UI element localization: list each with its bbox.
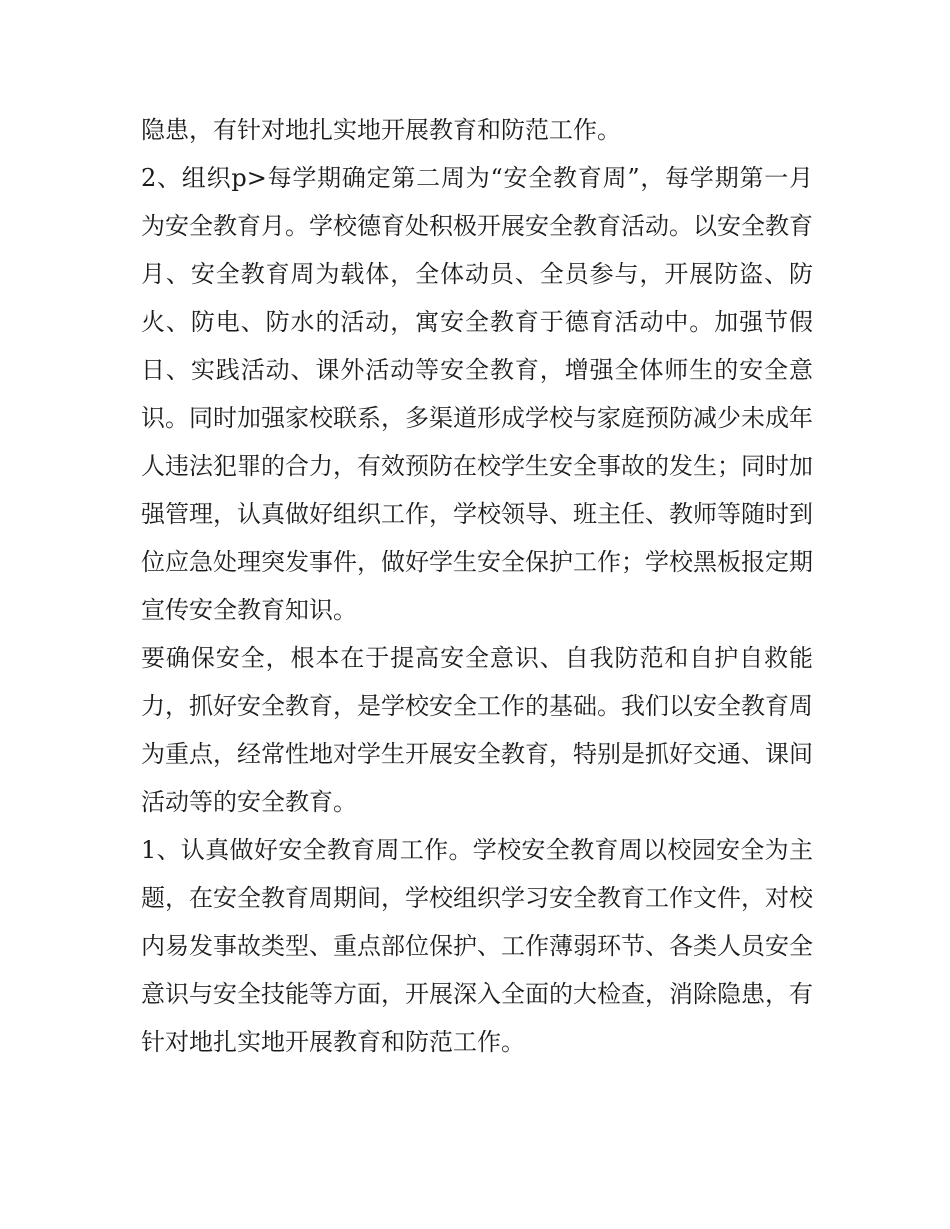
paragraph-item-1: 1、认真做好安全教育周工作。学校安全教育周以校园安全为主题，在安全教育周期间，学校组织学习安全教育工作文件，对校内易发事故类型、重点部位保护、工作薄弱环节、各类人员安全意识与安全技能等方面，开展深入全面的大检查，消除隐患，有针对地扎实地开展教育和防范工作。 (141, 836, 813, 1056)
paragraph-item-2: 2、组织p>每学期确定第二周为“安全教育周”，每学期第一月为安全教育月。学校德育处积极开展安全教育活动。以安全教育月、安全教育周为载体，全体动员、全员参与，开展防盗、防火、防电、防水的活动，寓安全教育于德育活动中。加强节假日、实践活动、课外活动等安全教育，增强全体师生的安全意识。同时加强家校联系，多渠道形成学校与家庭预防减少未成年人违法犯罪的合力，有效预防在校学生安全事故的发生；同时加强管理，认真做好组织工作，学校领导、班主任、教师等随时到位应急处理突发事件，做好学生安全保护工作；学校黑板报定期宣传安全教育知识。 (141, 164, 813, 624)
paragraph-continuation: 隐患，有针对地扎实地开展教育和防范工作。 (141, 116, 621, 144)
document-body (141, 106, 813, 1066)
paragraph-intro: 要确保安全，根本在于提高安全意识、自我防范和自护自救能力，抓好安全教育，是学校安全工作的基础。我们以安全教育周为重点，经常性地对学生开展安全教育，特别是抓好交通、课间活动等的安全教育。 (141, 644, 813, 816)
